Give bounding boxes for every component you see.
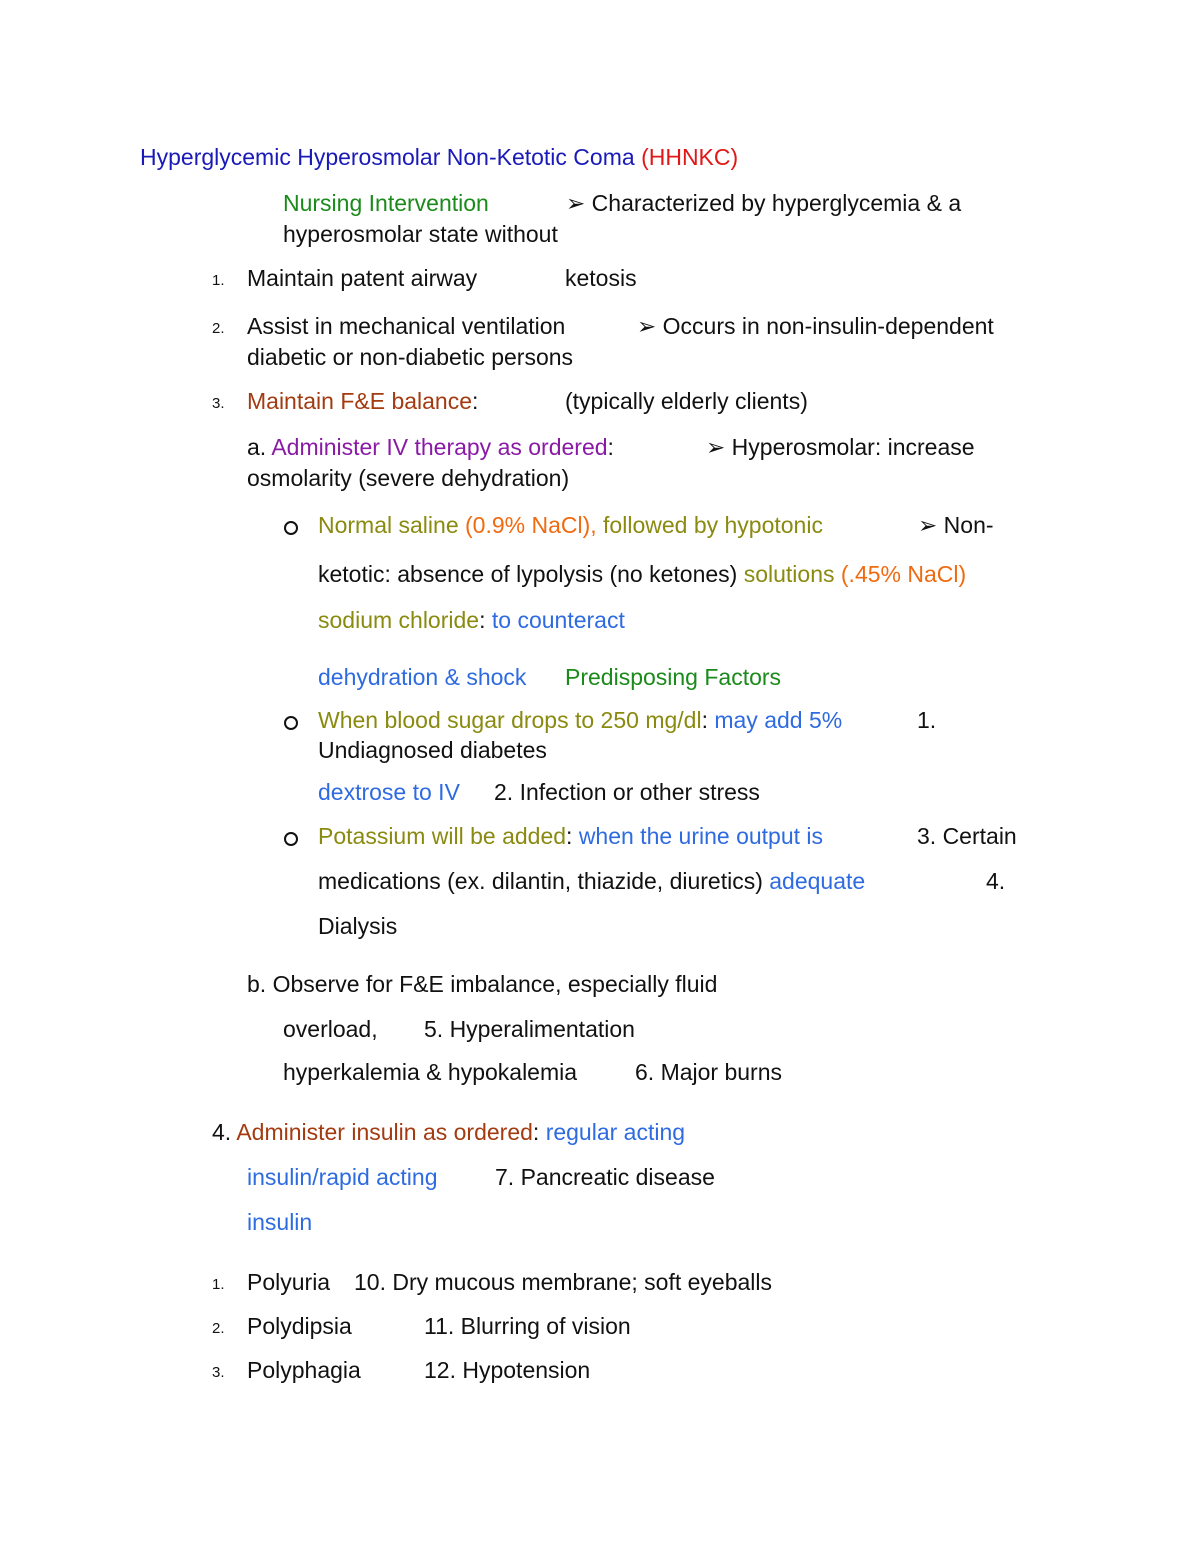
step-administer-insulin — [212, 1117, 685, 1147]
sign-hypotension: 12. Hypotension — [424, 1357, 591, 1383]
colon: : — [607, 434, 614, 460]
non-text: Non- — [943, 512, 994, 538]
arrow-icon: ➢ — [918, 512, 938, 538]
nacl-09-text: (0.9% NaCl), — [465, 512, 597, 538]
sign-polyuria: Polyuria — [247, 1269, 331, 1295]
substep-observe-fe: b. Observe for F&E imbalance, especially fluid — [247, 971, 718, 997]
potassium-line — [318, 821, 823, 851]
substep-iv-therapy — [247, 432, 614, 462]
sign-polyphagia: Polyphagia — [247, 1357, 361, 1383]
medications-line — [318, 866, 865, 896]
hyperalimentation-text: 5. Hyperalimentation — [424, 1016, 635, 1042]
pancreatic-disease-text: 7. Pancreatic disease — [495, 1164, 715, 1190]
characterized-line — [566, 188, 961, 218]
regular-acting-text: regular acting — [545, 1119, 686, 1145]
sign-blurring-vision: 11. Blurring of vision — [424, 1313, 631, 1339]
sodium-chloride-text: sodium chloride — [318, 607, 480, 633]
bullet-circle-icon — [284, 832, 298, 846]
non-line — [918, 510, 994, 540]
list-number: 1. — [212, 1276, 225, 1293]
ketotic-line — [318, 559, 966, 589]
maintain-fe-label: Maintain F&E balance — [247, 388, 473, 414]
hyperosmolar-text: Hyperosmolar: increase — [731, 434, 975, 460]
overload-text: overload, — [283, 1016, 378, 1042]
title-abbr: (HHNKC) — [641, 144, 739, 170]
insulin-text: insulin — [247, 1209, 313, 1235]
blood-sugar-line — [318, 705, 842, 735]
factor-number: 1. — [917, 707, 937, 733]
sign-polydipsia: Polydipsia — [247, 1313, 352, 1339]
hypotonic-text: followed by hypotonic — [596, 512, 823, 538]
arrow-icon: ➢ — [566, 190, 586, 216]
title-main: Hyperglycemic Hyperosmolar Non-Ketotic Coma — [140, 144, 635, 170]
dehydration-shock-text: dehydration & shock — [318, 664, 527, 690]
hyperosmolar-line — [706, 432, 975, 462]
nursing-intervention-heading: Nursing Intervention — [283, 190, 489, 216]
occurs-text: Occurs in non-insulin-dependent — [662, 313, 994, 339]
blood-sugar-text: When blood sugar drops to 250 mg/dl — [318, 707, 702, 733]
colon: : — [479, 607, 492, 633]
elderly-clients-text: (typically elderly clients) — [565, 388, 808, 414]
list-number: 1. — [212, 272, 225, 289]
iv-therapy-label: Administer IV therapy as ordered — [271, 434, 608, 460]
step-number: 4. — [212, 1119, 237, 1145]
normal-saline-line — [318, 510, 823, 540]
arrow-icon: ➢ — [637, 313, 657, 339]
list-number: 3. — [212, 395, 225, 412]
list-number: 3. — [212, 1364, 225, 1381]
colon: : — [472, 388, 479, 414]
major-burns-text: 6. Major burns — [635, 1059, 783, 1085]
counteract-text: to counteract — [491, 607, 625, 633]
adequate-text: adequate — [769, 868, 866, 894]
undiagnosed-diabetes-text: Undiagnosed diabetes — [318, 737, 547, 763]
bullet-circle-icon — [284, 716, 298, 730]
dextrose-5-text: may add 5% — [714, 707, 843, 733]
ketosis-text: ketosis — [565, 265, 637, 291]
occurs-line — [637, 311, 994, 341]
colon: : — [701, 707, 715, 733]
rapid-acting-text: insulin/rapid acting — [247, 1164, 438, 1190]
substep-letter: a. — [247, 434, 272, 460]
bullet-circle-icon — [284, 521, 298, 535]
list-number: 2. — [212, 1320, 225, 1337]
nacl-045-text: (.45% NaCl) — [840, 561, 967, 587]
sodium-chloride-line — [318, 605, 625, 635]
infection-stress-text: 2. Infection or other stress — [494, 779, 760, 805]
predisposing-factors-heading: Predisposing Factors — [565, 664, 782, 690]
solutions-text: solutions — [743, 561, 841, 587]
dextrose-iv-text: dextrose to IV — [318, 779, 460, 805]
arrow-icon: ➢ — [706, 434, 726, 460]
colon: : — [532, 1119, 546, 1145]
hyperkalemia-text: hyperkalemia & hypokalemia — [283, 1059, 578, 1085]
ketotic-text: ketotic: absence of lypolysis (no ketones) — [318, 561, 744, 587]
dialysis-text: Dialysis — [318, 913, 398, 939]
characterized-text: Characterized by hyperglycemia & a — [591, 190, 962, 216]
insulin-label: Administer insulin as ordered — [236, 1119, 533, 1145]
factor-number: 4. — [986, 868, 1006, 894]
medications-text: medications (ex. dilantin, thiazide, diuretics) — [318, 868, 770, 894]
step-assist-ventilation: Assist in mechanical ventilation — [247, 313, 566, 339]
urine-output-text: when the urine output is — [578, 823, 824, 849]
hyperosmolar-state-text: hyperosmolar state without — [283, 221, 558, 247]
list-number: 2. — [212, 320, 225, 337]
diabetic-persons-text: diabetic or non-diabetic persons — [247, 344, 574, 370]
normal-saline-text: Normal saline — [318, 512, 465, 538]
colon: : — [566, 823, 579, 849]
step-maintain-fe — [247, 386, 478, 416]
sign-dry-mucous: 10. Dry mucous membrane; soft eyeballs — [354, 1269, 773, 1295]
page-title — [140, 142, 738, 172]
osmolarity-text: osmolarity (severe dehydration) — [247, 465, 570, 491]
certain-text: 3. Certain — [917, 823, 1017, 849]
step-maintain-airway: Maintain patent airway — [247, 265, 478, 291]
potassium-text: Potassium will be added — [318, 823, 567, 849]
